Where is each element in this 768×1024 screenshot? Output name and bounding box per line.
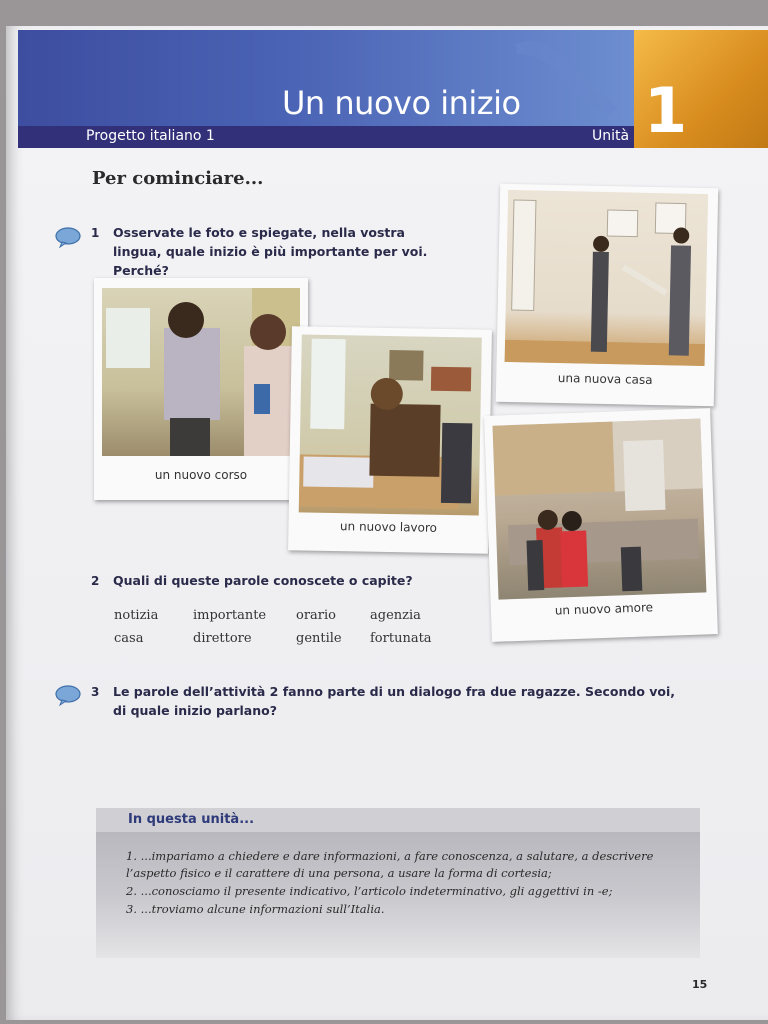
- exercise-3-text: Le parole dell’attività 2 fanno parte di un dialogo fra due ragazze. Secondo voi, di quale inizio parlano?: [113, 684, 676, 718]
- series-label: Progetto italiano 1: [86, 128, 215, 144]
- exercise-1-text: Osservate le foto e spiegate, nella vostra lingua, quale inizio è più importante per voi. Perché?: [113, 225, 428, 278]
- photo-corso-image: [102, 288, 300, 456]
- exercise-2-text: Quali di queste parole conoscete o capite?: [113, 573, 413, 588]
- word-importante: importante: [193, 608, 267, 623]
- photo-amore: [484, 408, 718, 642]
- exercise-3-number: 3: [91, 685, 100, 699]
- photo-lavoro-caption: un nuovo lavoro: [339, 519, 438, 535]
- speech-bubble-icon: [54, 226, 82, 248]
- unit-summary-title: In questa unità...: [128, 812, 255, 827]
- word-casa: casa: [114, 631, 144, 646]
- photo-lavoro-image: [299, 334, 482, 515]
- photo-casa-caption: una nuova casa: [557, 370, 653, 387]
- unit-summary-box: [96, 808, 700, 958]
- unit-summary-body: [96, 832, 700, 958]
- word-gentile: gentile: [296, 631, 342, 646]
- italy-map-decoration: [505, 34, 625, 124]
- speech-bubble-icon: [54, 684, 82, 706]
- word-agenzia: agenzia: [370, 608, 421, 623]
- photo-lavoro: [288, 326, 492, 553]
- section-heading: Per cominciare...: [92, 168, 264, 189]
- photo-casa: [496, 184, 719, 407]
- photo-corso-caption: un nuovo corso: [154, 468, 248, 482]
- photo-casa-image: [505, 190, 709, 366]
- word-orario: orario: [296, 608, 336, 623]
- unit-summary-item-3: 3. ...troviamo alcune informazioni sull’Italia.: [126, 902, 385, 916]
- word-notizia: notizia: [114, 608, 159, 623]
- unit-summary-item-2: 2. ...conosciamo il presente indicativo, l’articolo indeterminativo, gli aggettivi in -e;: [126, 884, 613, 898]
- word-fortunata: fortunata: [370, 631, 432, 646]
- unit-number: 1: [644, 74, 688, 147]
- page-number: 15: [692, 978, 708, 991]
- exercise-2-number: 2: [91, 574, 100, 588]
- unit-summary-item-1: 1. ...impariamo a chiedere e dare informazioni, a fare conoscenza, a salutare, a descrivere l’aspetto fisico e il carattere di una persona, a usare la forma di cortesia;: [126, 849, 654, 880]
- exercise-1-number: 1: [91, 226, 100, 240]
- photo-amore-image: [492, 418, 706, 599]
- photo-amore-caption: un nuovo amore: [554, 600, 654, 618]
- unit-summary-header: [96, 808, 700, 832]
- photo-corso: [94, 278, 308, 500]
- word-direttore: direttore: [193, 631, 252, 646]
- unit-label: Unità: [592, 128, 630, 144]
- page-title: Un nuovo inizio: [282, 84, 521, 122]
